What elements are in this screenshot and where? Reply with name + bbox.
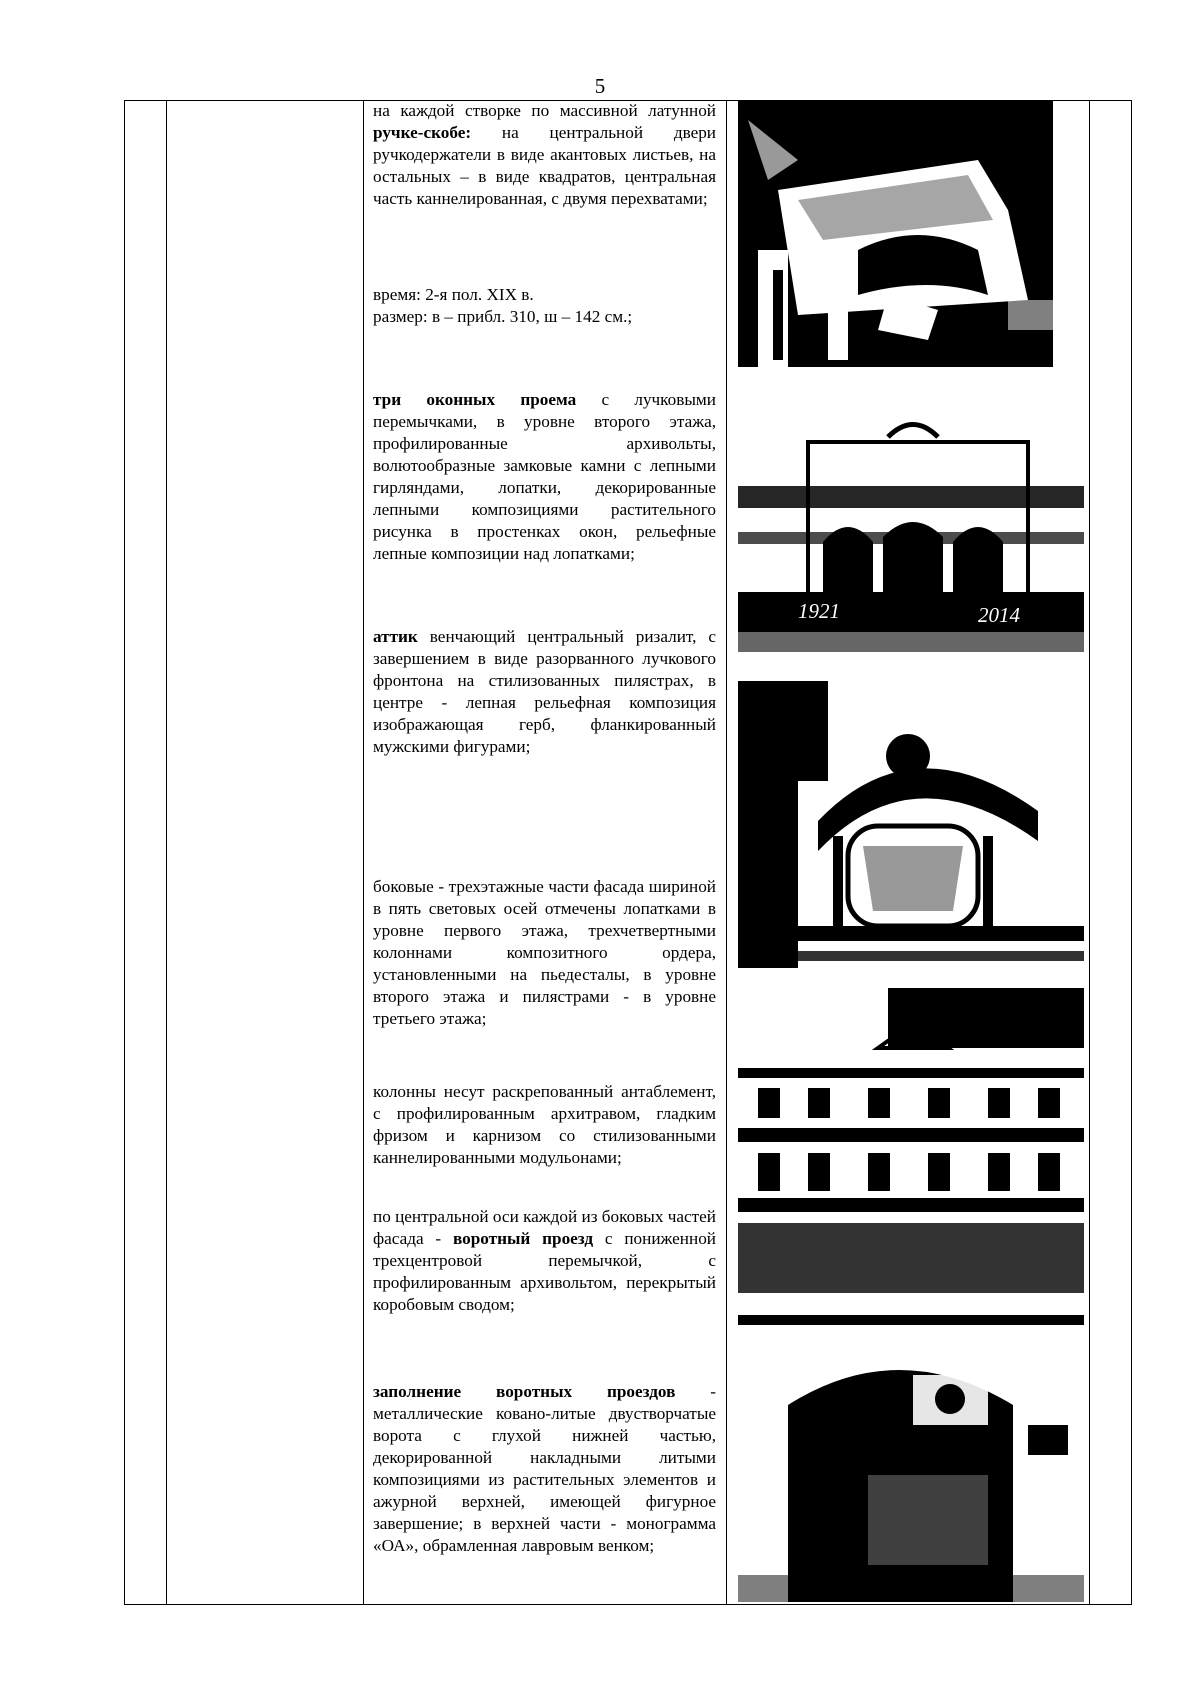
text-windows (373, 389, 716, 565)
text-run: на каждой створке по массивной латунной (373, 101, 716, 120)
text-run: по центральной оси каждой из боковых частей фасада - (373, 1207, 716, 1248)
text-size (373, 306, 716, 328)
bold-term: заполнение воротных проездов (373, 1382, 676, 1401)
text-gate-fill (373, 1381, 716, 1557)
text-door-handles (373, 100, 716, 210)
text-run: на центральной двери ручкодержатели в виде акантовых листьев, на остальных – в виде квадратов, центральная часть каннелированная, с двумя перехватами; (373, 123, 716, 208)
text-run: время: 2-я пол. XIX в. (373, 285, 534, 304)
bold-term: ручке-скобе: (373, 123, 472, 142)
text-side-parts (373, 876, 716, 1030)
table-column-divider (363, 100, 364, 1605)
photo-attic (738, 681, 1084, 968)
photo-windows (738, 412, 1084, 652)
text-run: венчающий центральный ризалит, с завершением в виде разорванного лучкового фронтона на стилизованных пилястрах, в центре - лепная рельефная композиция изображающая герб, фланкированный мужскими фигурами; (373, 627, 716, 756)
table-column-divider (1089, 100, 1090, 1605)
text-time (373, 284, 716, 306)
text-attic (373, 626, 716, 758)
bold-term: три оконных проема (373, 390, 577, 409)
text-run: боковые - трехэтажные части фасада шириной в пять световых осей отмечены лопатками в уровне первого этажа, трехчетвертными колоннами композитного ордера, установленными на пьедесталы, в уровне второго этажа и пилястрами - в уровне третьего этажа; (373, 877, 716, 1028)
photo-year-2014: 2014 (978, 603, 1020, 627)
photo-facade (738, 988, 1084, 1293)
text-gate-passage (373, 1206, 716, 1316)
text-run: с лучковыми перемычками, в уровне второго этажа, профилированные архивольты, волютообразные замковые камни с лепными гирляндами, лопатки, декорированные лепными композициями растительного рисунка в простенках окон, рельефные лепные композиции над лопатками; (373, 390, 716, 563)
text-run: - металлические ковано-литые двустворчатые ворота с глухой нижней частью, декорированной накладными литыми композициями из растительных элементов и ажурной верхней, имеющей фигурное завершение; в верхней части - монограмма «ОА», обрамленная лавровым венком; (373, 1382, 716, 1555)
text-columns (373, 1081, 716, 1169)
photo-gate (738, 1315, 1084, 1602)
photo-door-handle (738, 100, 1053, 367)
bold-term: воротный проезд (452, 1229, 594, 1248)
table-column-divider (726, 100, 727, 1605)
page-number: 5 (594, 74, 606, 98)
text-run: с пониженной трехцентровой перемычкой, с профилированным архивольтом, перекрытый коробовым сводом; (373, 1229, 716, 1314)
text-run: колонны несут раскрепованный антаблемент, с профилированным архитравом, гладким фризом и карнизом со стилизованными каннелированными модульонами; (373, 1082, 716, 1167)
text-run: размер: в – прибл. 310, ш – 142 см.; (373, 307, 633, 326)
table-column-divider (166, 100, 167, 1605)
photo-year-1921: 1921 (798, 599, 840, 623)
bold-term: аттик (373, 627, 418, 646)
